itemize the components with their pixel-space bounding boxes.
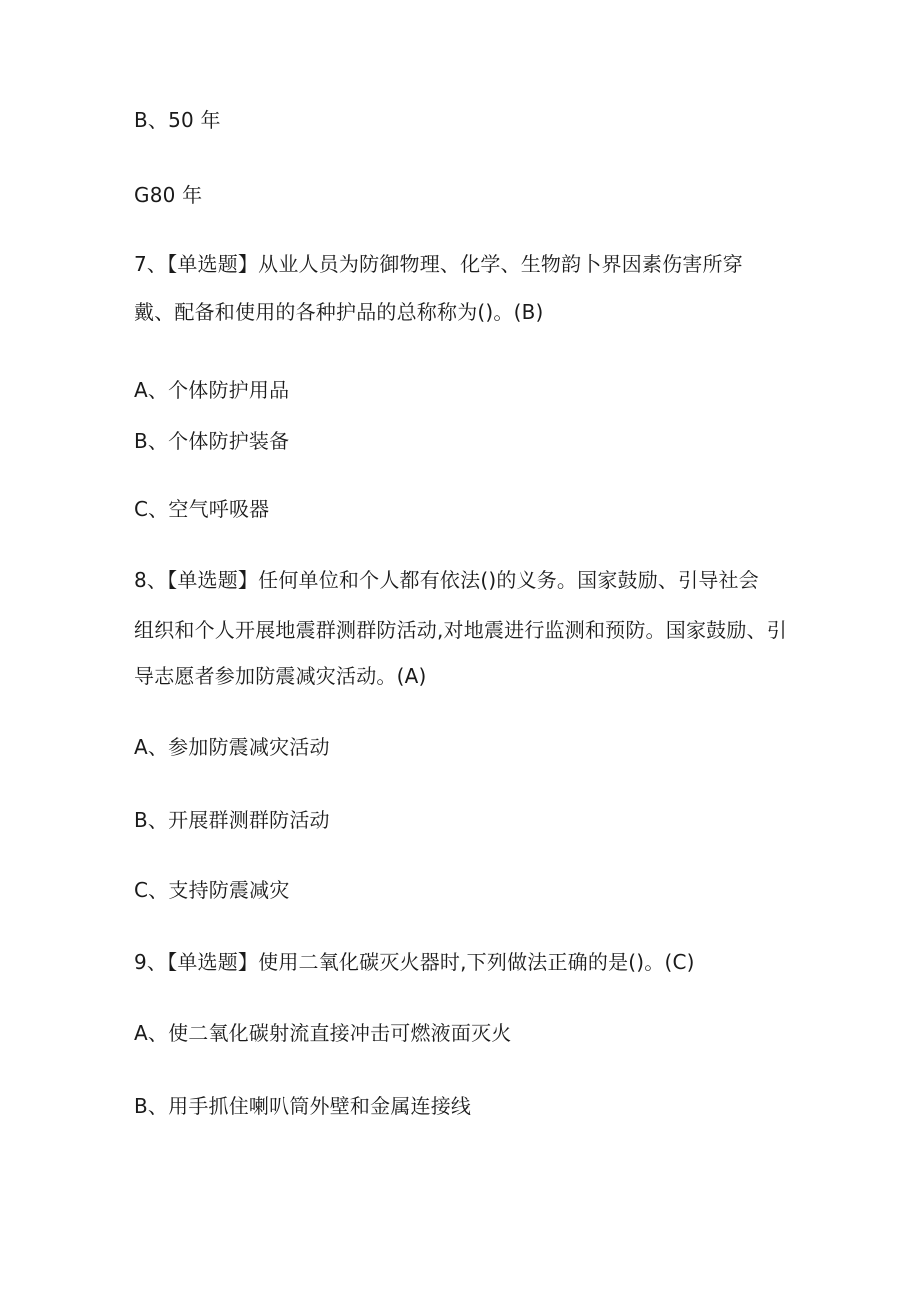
option-c-prev: G80 年 xyxy=(134,183,203,207)
question-7-option-b: B、个体防护装备 xyxy=(134,429,290,453)
question-9-line-1: 9、【单选题】使用二氧化碳灭火器时,下列做法正确的是()。(C) xyxy=(134,950,695,974)
question-9-option-b: B、用手抓住喇叭筒外壁和金属连接线 xyxy=(134,1094,472,1118)
question-7-option-a: A、个体防护用品 xyxy=(134,378,290,402)
question-9-option-a: A、使二氧化碳射流直接冲击可燃液面灭火 xyxy=(134,1021,512,1045)
question-8-line-2: 组织和个人开展地震群测群防活动,对地震进行监测和预防。国家鼓励、引 xyxy=(134,618,787,642)
option-b-prev: B、50 年 xyxy=(134,108,221,132)
question-8-option-b: B、开展群测群防活动 xyxy=(134,808,330,832)
question-8-line-1: 8、【单选题】任何单位和个人都有依法()的义务。国家鼓励、引导社会 xyxy=(134,568,759,592)
question-7-line-2: 戴、配备和使用的各种护品的总称称为()。(B) xyxy=(134,300,544,324)
question-8-option-a: A、参加防震减灾活动 xyxy=(134,735,330,759)
question-8-line-3: 导志愿者参加防震减灾活动。(A) xyxy=(134,664,427,688)
question-7-option-c: C、空气呼吸器 xyxy=(134,497,270,521)
question-7-line-1: 7、【单选题】从业人员为防御物理、化学、生物韵卜界因素伤害所穿 xyxy=(134,252,743,276)
question-8-option-c: C、支持防震减灾 xyxy=(134,878,290,902)
